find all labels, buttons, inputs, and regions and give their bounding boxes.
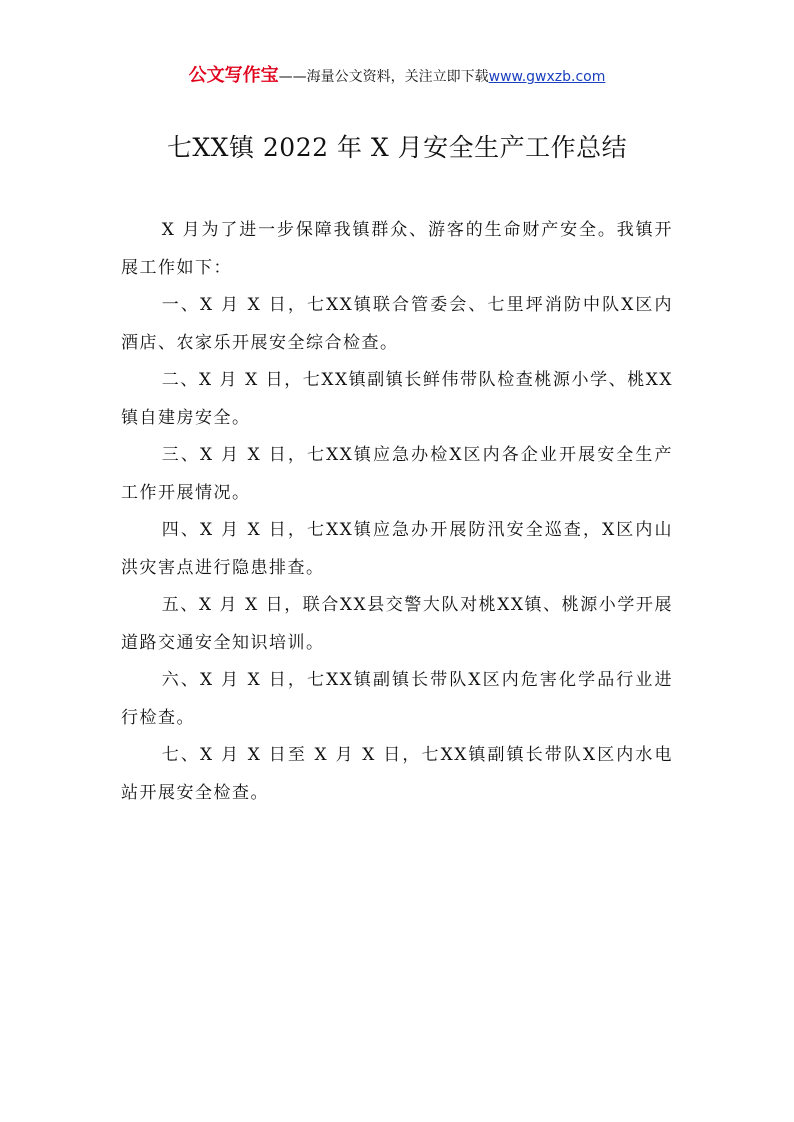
paragraph-item-5: 五、X 月 X 日，联合XX县交警大队对桃XX镇、桃源小学开展道路交通安全知识培训。 — [121, 595, 673, 653]
site-link[interactable]: www.gwxzb.com — [488, 69, 606, 85]
paragraph-item-3: 三、X 月 X 日，七XX镇应急办检X区内各企业开展安全生产工作开展情况。 — [121, 445, 673, 503]
header-tagline: ——海量公文资料，关注立即下载 — [278, 69, 489, 85]
paragraph-item-7: 七、X 月 X 日至 X 月 X 日，七XX镇副镇长带队X区内水电站开展安全检查。 — [121, 745, 673, 803]
paragraph-item-1: 一、X 月 X 日，七XX镇联合管委会、七里坪消防中队X区内酒店、农家乐开展安全综合检查。 — [121, 295, 673, 353]
paragraph-item-2: 二、X 月 X 日，七XX镇副镇长鲜伟带队检查桃源小学、桃XX镇自建房安全。 — [121, 370, 673, 428]
paragraph-intro: X 月为了进一步保障我镇群众、游客的生命财产安全。我镇开展工作如下： — [121, 220, 673, 278]
document-title: 七XX镇 2022 年 X 月安全生产工作总结 — [166, 133, 628, 162]
brand-name: 公文写作宝 — [188, 65, 279, 86]
document-body — [121, 212, 673, 812]
paragraph-item-6: 六、X 月 X 日，七XX镇副镇长带队X区内危害化学品行业进行检查。 — [121, 670, 673, 728]
page-header — [0, 64, 794, 89]
paragraph-item-4: 四、X 月 X 日，七XX镇应急办开展防汛安全巡查，X区内山洪灾害点进行隐患排查。 — [121, 520, 673, 578]
